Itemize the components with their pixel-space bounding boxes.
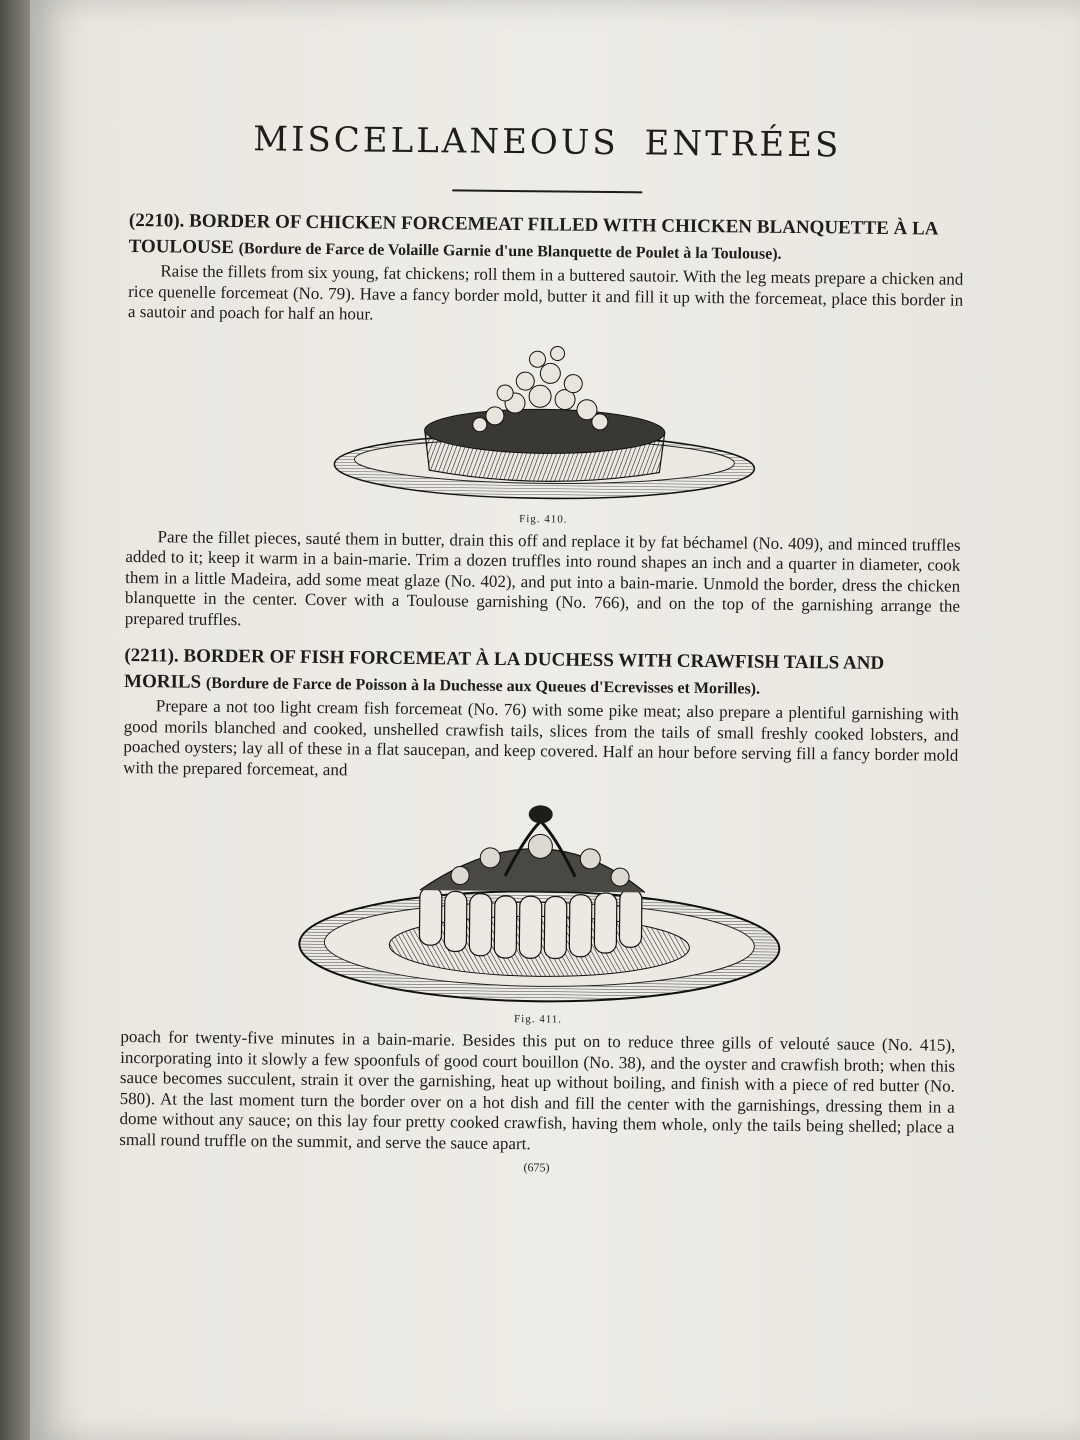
book-page [30,0,1080,1440]
figure-411-illustration [288,794,790,1014]
recipe-intro: Prepare a not too light cream fish forcemeat (No. 76) with some pike meat; also prepare a plentiful garnishing with good morils blanched and cooked, unshelled crawfish tails, slices from the tails of small freshly cooked lobsters, and poached oysters; lay all of these in a flat saucepan, and keep covered. Half an hour before serving fill a fancy border mold with the prepared forcemeat, and [123,696,959,779]
figure-caption: Fig. 410. [519,512,568,526]
recipe-number: (2211). [124,644,179,667]
page-number: (675) [523,1160,550,1175]
figure-caption: Fig. 411. [514,1013,563,1026]
recipe-continuation: Pare the fillet pieces, sauté them in butter, drain this off and replace it by fat béchamel (No. 409), and minced truffles added to it; keep it warm in a bain-marie. Trim a dozen truffles into round shapes an inch and a quarter in diameter, cook them in a little Madeira, add some meat glaze (No. 402), and put into a bain-marie. Unmold the border, dress the chicken blanquette in the center. Cover with a Toulouse garnishing (No. 766), and on the top of the garnishing arrange the prepared truffles. [124,526,961,629]
recipe-intro: Raise the fillets from six young, fat chickens; roll them in a buttered sautoir. With the leg meats prepare a chicken and rice quenelle forcemeat (No. 79). Have a fancy border mold, butter it and fill it up with the forcemeat, place this border in a sautoir and poach for half an hour. [127,261,964,324]
recipe-continuation: poach for twenty-five minutes in a bain-marie. Besides this put on to reduce three gills of velouté sauce (No. 415), incorporating into it slowly a few spoonfuls of good court bouillon (No. 38), and the oyster and crawfish broth; when this sauce becomes succulent, strain it over the garnishing, heat up without boiling, and finish with a piece of red butter (No. 580). At the last moment turn the border over on a hot dish and fill the center with the garnishings, dressing them in a dome without any sauce; on this lay four pretty cooked crawfish, having them whole, only the tails being shelled; place a small round truffle on the summit, and serve the sauce apart. [119,1026,956,1153]
page-title: MISCELLANEOUS ENTRÉES [253,119,842,166]
page-content [119,118,965,1192]
title-rule [452,189,642,193]
recipe-number: (2210). [128,209,185,232]
book-spine [0,0,30,1440]
recipe-heading-2211 [124,643,960,705]
recipe-french-title: (Bordure de Farce de Volaille Garnie d'une Blanquette de Poulet à la Toulouse). [238,240,782,263]
recipe-french-title: (Bordure de Farce de Poisson à la Duchesse aux Queues d'Ecrevisses et Morilles). [205,674,761,698]
recipe-title: BORDER OF FISH FORCEMEAT À LA DUCHESS WITH CRAWFISH TAILS AND MORILS [123,645,885,693]
recipe-heading-2210 [129,208,965,270]
figure-410-illustration [323,339,765,514]
recipe-title: BORDER OF CHICKEN FORCEMEAT FILLED WITH CHICKEN BLANQUETTE À LA TOULOUSE [128,210,938,259]
